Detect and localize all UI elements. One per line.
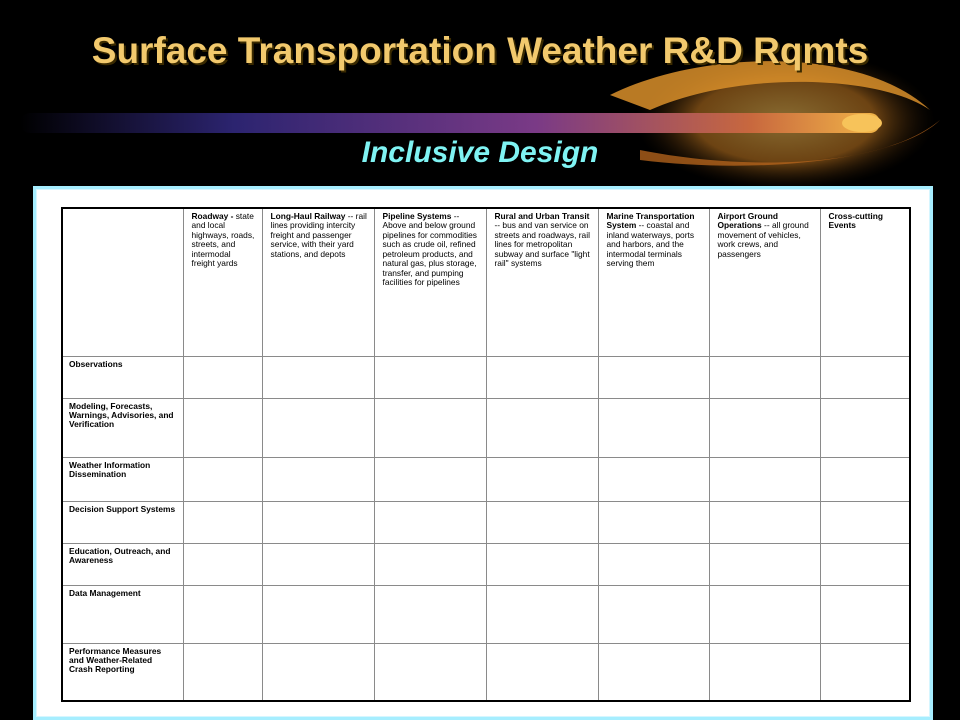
table-cell <box>374 398 486 457</box>
table-cell <box>183 643 262 701</box>
table-cell <box>598 356 709 398</box>
table-cell <box>709 643 820 701</box>
column-header-description: state and local highways, roads, streets, and intermodal freight yards <box>191 211 255 269</box>
table-cell <box>183 501 262 543</box>
table-row <box>62 643 910 701</box>
table-cell <box>374 543 486 585</box>
table-cell <box>709 356 820 398</box>
table-cell <box>486 543 598 585</box>
column-header <box>262 208 374 356</box>
table-row <box>62 356 910 398</box>
column-header <box>598 208 709 356</box>
page-title: Surface Transportation Weather R&D Rqmts <box>91 30 869 71</box>
table-cell <box>262 585 374 643</box>
column-header-title: Rural and Urban Transit <box>494 211 590 221</box>
column-header <box>183 208 262 356</box>
column-header-description: -- rail lines providing intercity freight and passenger service, with their yard stations, and depots <box>270 211 367 259</box>
column-header <box>374 208 486 356</box>
row-header: Data Management <box>62 585 183 643</box>
table-row <box>62 543 910 585</box>
table-cell <box>820 356 910 398</box>
table-cell <box>262 643 374 701</box>
column-header-description: -- coastal and inland waterways, ports and harbors, and the intermodal terminals serving them <box>606 220 695 269</box>
table-cell <box>820 501 910 543</box>
row-header: Modeling, Forecasts, Warnings, Advisories, and Verification <box>62 398 183 457</box>
column-header <box>709 208 820 356</box>
row-header: Education, Outreach, and Awareness <box>62 543 183 585</box>
column-header-description: -- all ground movement of vehicles, work crews, and passengers <box>717 220 809 259</box>
page-subtitle: Inclusive Design <box>361 136 599 169</box>
table-cell <box>262 457 374 501</box>
table-cell <box>374 457 486 501</box>
table-cell <box>486 643 598 701</box>
column-header-description: -- bus and van service on streets and roadways, rail lines for metropolitan subway and surface "light rail" systems <box>494 220 590 269</box>
table-cell <box>262 543 374 585</box>
row-header: Observations <box>62 356 183 398</box>
table-cell <box>262 501 374 543</box>
table-cell <box>709 501 820 543</box>
table-cell <box>183 585 262 643</box>
table-cell <box>709 543 820 585</box>
table-cell <box>262 398 374 457</box>
table-cell <box>709 398 820 457</box>
table-cell <box>598 398 709 457</box>
column-header <box>820 208 910 356</box>
column-header-description: -- Above and below ground pipelines for commodities such as crude oil, refined petroleum products, and natural gas, plus storage, transfer, and pumping facilities for pipelines <box>382 211 477 288</box>
row-header: Weather Information Dissemination <box>62 457 183 501</box>
column-header-title: Pipeline Systems <box>382 211 452 221</box>
table-cell <box>374 585 486 643</box>
table-cell <box>486 457 598 501</box>
table-cell <box>183 398 262 457</box>
table-row <box>62 501 910 543</box>
table-cell <box>374 501 486 543</box>
table-cell <box>820 457 910 501</box>
table-cell <box>598 457 709 501</box>
column-header-title: Long-Haul Railway <box>270 211 346 221</box>
column-header-title: Roadway - <box>191 211 234 221</box>
table-cell <box>820 585 910 643</box>
table-cell <box>598 543 709 585</box>
table-cell <box>183 457 262 501</box>
row-header: Performance Measures and Weather-Related Crash Reporting <box>62 643 183 701</box>
table-cell <box>598 643 709 701</box>
column-header-title: Marine Transportation System <box>606 211 695 231</box>
table-frame <box>33 186 933 720</box>
table-cell <box>598 501 709 543</box>
table-cell <box>598 585 709 643</box>
table-cell <box>486 398 598 457</box>
column-header <box>62 208 183 356</box>
requirements-matrix <box>61 207 911 702</box>
table-row <box>62 457 910 501</box>
table-cell <box>486 501 598 543</box>
table-cell <box>486 356 598 398</box>
table-cell <box>709 457 820 501</box>
table-cell <box>374 643 486 701</box>
column-header-title: Airport Ground Operations <box>717 211 778 231</box>
column-header <box>486 208 598 356</box>
table-cell <box>374 356 486 398</box>
table-cell <box>709 585 820 643</box>
table-cell <box>820 398 910 457</box>
table-cell <box>486 585 598 643</box>
table-row <box>62 398 910 457</box>
header-row <box>62 208 910 356</box>
table-cell <box>183 356 262 398</box>
table-cell <box>820 543 910 585</box>
table-cell <box>820 643 910 701</box>
row-header: Decision Support Systems <box>62 501 183 543</box>
column-header-title: Cross-cutting Events <box>828 211 883 231</box>
table-row <box>62 585 910 643</box>
table-cell <box>183 543 262 585</box>
table-cell <box>262 356 374 398</box>
